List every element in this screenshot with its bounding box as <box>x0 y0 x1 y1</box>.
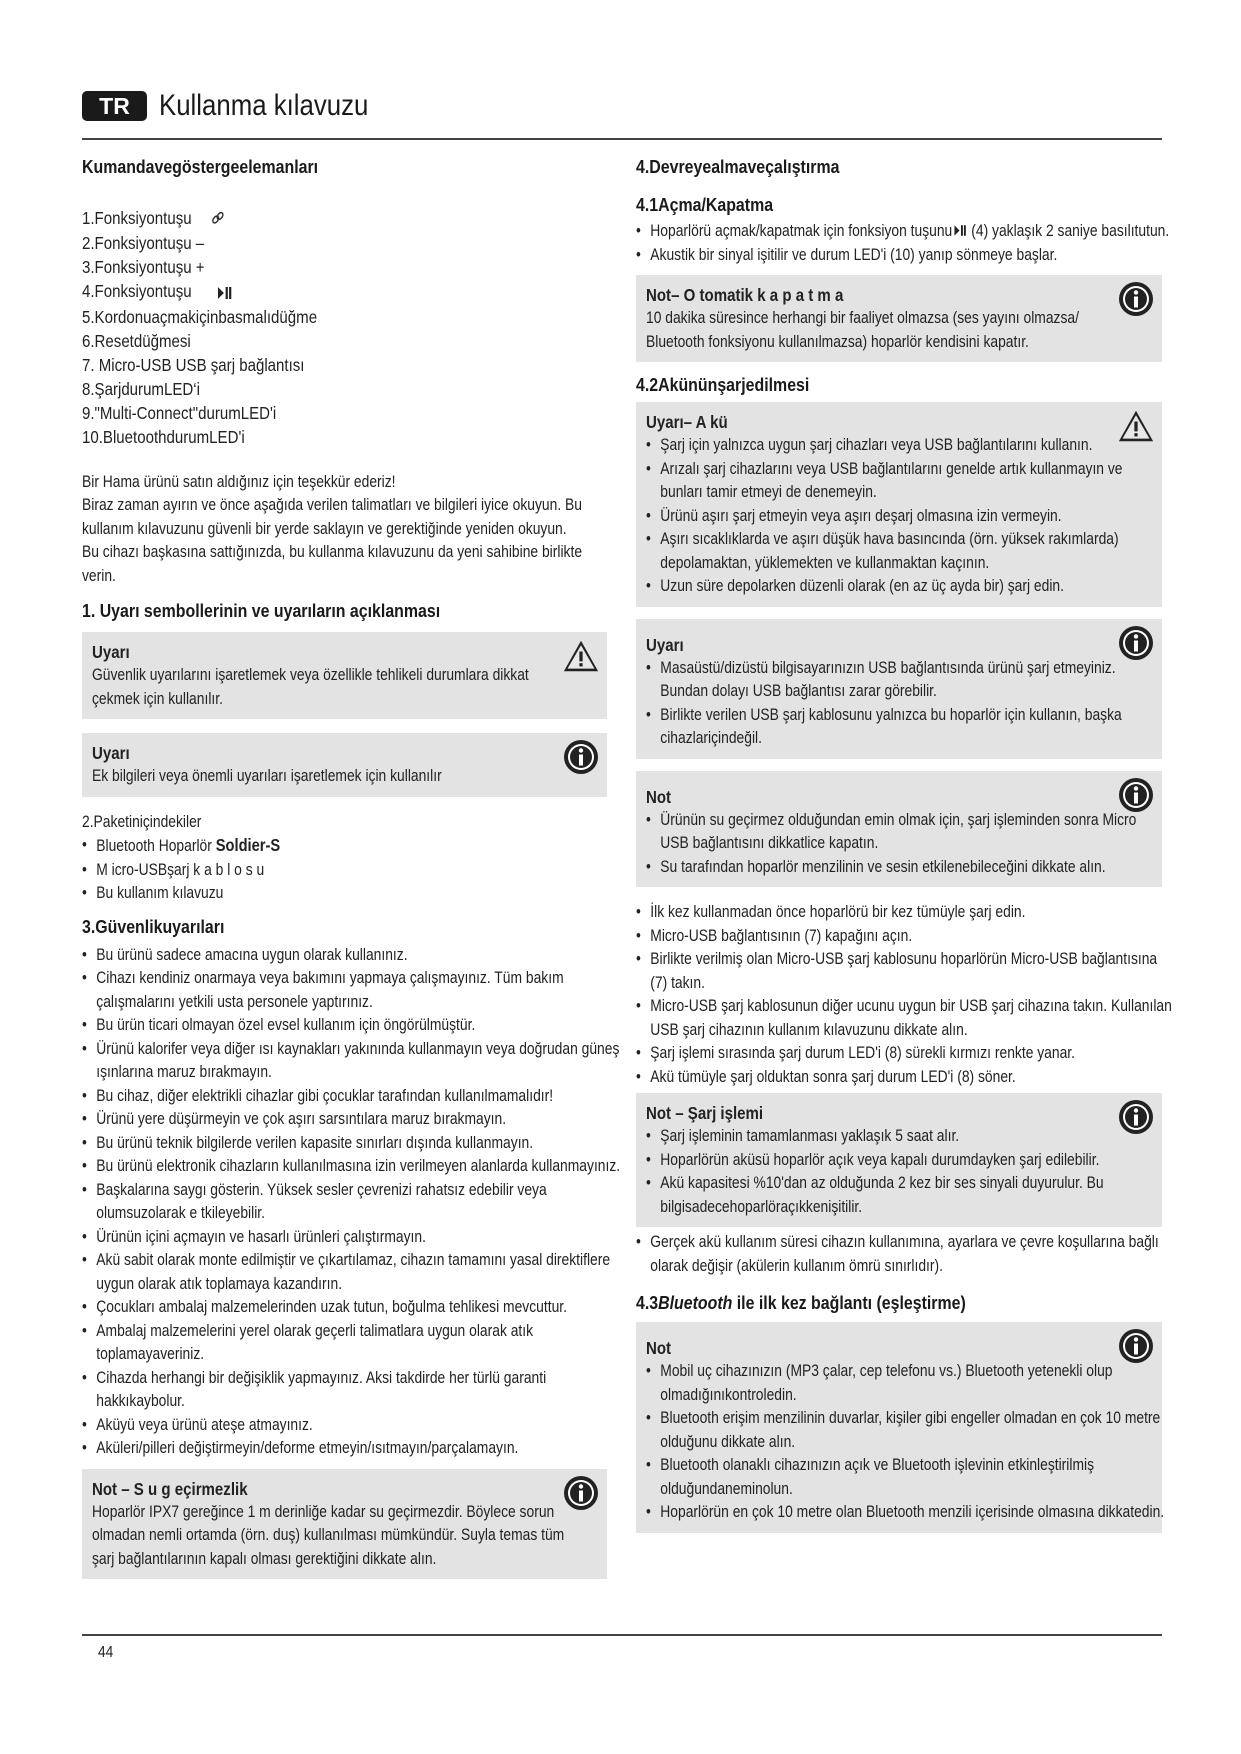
list-item: • Akustik bir sinyal işitilir ve durum LED'i (10) yanıp sönmeye başlar. <box>636 244 1176 268</box>
warning-icon <box>1118 408 1154 444</box>
list-item: • Bluetooth olanaklı cihazınızın açık ve Bluetooth işlevinin etkinleştirilmiş olduğundaneminolun. <box>646 1454 1166 1501</box>
control-item: 2.Fonksiyontuşu – <box>82 233 205 254</box>
battery-life-list <box>636 1231 1162 1278</box>
section-1-title: 1. Uyarı sembollerinin ve uyarıların açıklanması <box>82 600 441 622</box>
list-item: • Aküyü veya ürünü ateşe atmayınız. <box>82 1414 621 1438</box>
bluetooth-note-box: Not • Mobil uç cihazınızın (MP3 çalar, cep telefonu vs.) Bluetooth yetenekli olup olmadığınıkontroledin. • Bluetooth erişim menzilinin duvarlar, kişiler gibi engeller olmadan en çok 10 metre olduğunu dikkate alın. • Bluetooth olanaklı cihazınızın açık ve Bluetooth işlevinin etkinleştirilmiş olduğundaneminolun. • Hoparlörün en çok 10 metre olan Bluetooth menzili içerisinde olmasına dikkatedin. <box>636 1322 1162 1533</box>
list-item: • Akü tümüyle şarj olduktan sonra şarj durum LED'i (8) söner. <box>636 1066 1176 1090</box>
link-icon <box>211 207 225 231</box>
waterproof-charge-note-box: Not • Ürünün su geçirmez olduğundan emin olmak için, şarj işleminden sonra Micro USB bağlantısını dikkatlice kapatın. • Su tarafından hoparlör menzilinin ve sesin etkilenebileceğini dikkate alın. <box>636 771 1162 888</box>
battery-warning-box: Uyarı– A kü • Şarj için yalnızca uygun şarj cihazları veya USB bağlantılarını kullanın. • Arızalı şarj cihazlarını veya USB bağlantılarını genelde artık kullanmayın ve bunları tamir etmeyi de denemeyin. • Ürünü aşırı şarj etmeyin veya aşırı deşarj olmasına izin vermeyin. • Aşırı sıcaklıklarda ve aşırı düşük hava basıncında (örn. yüksek rakımlarda) depolamaktan, yüklemekten ve kullanmaktan kaçının. • Uzun süre depolarken düzenli olarak (en az üç ayda bir) şarj edin. <box>636 402 1162 607</box>
safety-list <box>82 944 621 1461</box>
list-item: • Cihazda herhangi bir değişiklik yapmayınız. Aksi takdirde her türlü garanti hakkıkaybolur. <box>82 1367 621 1414</box>
list-item: • Hoparlörü açmak/kapatmak için fonksiyon tuşunu (4) yaklaşık 2 saniye basılıtutun. <box>636 220 1176 244</box>
list-item: • Mobil uç cihazınızın (MP3 çalar, cep telefonu vs.) Bluetooth yetenekli olup olmadığınıkontroledin. <box>646 1360 1166 1407</box>
list-item: • Ürünü kalorifer veya diğer ısı kaynakları yakınında kullanmayın veya doğrudan güneş ışınlarına maruz bırakmayın. <box>82 1038 621 1085</box>
control-item: 3.Fonksiyontuşu + <box>82 257 205 278</box>
footer-rule <box>82 1634 1162 1636</box>
list-item: • Ürünün içini açmayın ve hasarlı ürünleri çalıştırmayın. <box>82 1226 621 1250</box>
list-item: • Bu cihaz, diğer elektrikli cihazlar gibi çocuklar tarafından kullanılmamalıdır! <box>82 1085 621 1109</box>
list-item: • Aküleri/pilleri değiştirmeyin/deforme etmeyin/ısıtmayın/parçalamayın. <box>82 1437 621 1461</box>
list-item: • Şarj işleminin tamamlanması yaklaşık 5 saat alır. <box>646 1125 1166 1149</box>
control-item: 10.BluetoothdurumLED'i <box>82 426 245 447</box>
controls-list <box>82 206 607 449</box>
list-item: • Aşırı sıcaklıklarda ve aşırı düşük hava basıncında (örn. yüksek rakımlarda) depolamaktan, yüklemekten ve kullanmaktan kaçının. <box>646 528 1166 575</box>
list-item: • Bu ürünü elektronik cihazların kullanılmasına izin verilmeyen alanlarda kullanmayınız. <box>82 1155 621 1179</box>
list-item: • Micro-USB şarj kablosunun diğer ucunu uygun bir USB şarj cihazına takın. Kullanılan USB şarj cihazının kullanım kılavuzunu dikkate alın. <box>636 995 1176 1042</box>
list-item: • M icro-USBşarj k a b l o s u <box>82 859 621 883</box>
list-item: • Gerçek akü kullanım süresi cihazın kullanımına, ayarlara ve çevre koşullarına bağlı olarak değişir (akülerin kullanım ömrü sınırlıdır). <box>636 1231 1176 1278</box>
play-pause-icon <box>954 220 966 244</box>
info-icon <box>563 739 599 775</box>
list-item: • Birlikte verilmiş olan Micro-USB şarj kablosunu hoparlörün Micro-USB bağlantısına (7) takın. <box>636 948 1176 995</box>
right-column <box>636 156 1172 1533</box>
control-item: 8.ŞarjdurumLED‘i <box>82 378 200 399</box>
warning-icon <box>563 638 599 674</box>
list-item: • Bu ürünü teknik bilgilerde verilen kapasite sınırları dışında kullanmayın. <box>82 1132 621 1156</box>
list-item: • Hoparlörün aküsü hoparlör açık veya kapalı durumdayken şarj edilebilir. <box>646 1149 1166 1173</box>
list-item: • Su tarafından hoparlör menzilinin ve sesin etkilenebileceğini dikkate alın. <box>646 856 1166 880</box>
section-4-title: 4.Devreyealmaveçalıştırma <box>636 156 840 177</box>
list-item: • Ürünü yere düşürmeyin ve çok aşırı sarsıntılara maruz bırakmayın. <box>82 1108 621 1132</box>
waterproof-note-box: Not – S u g eçirmezlik Hoparlör IPX7 gereğince 1 m derinliğe kadar su geçirmezdir. Böylece sorun olmadan nemli ortamda (örn. duş) kullanılması mümkündür. Suyla temas tüm şarj bağlantılarının kapalı olması gerektiğini dikkate alın. <box>82 1469 607 1580</box>
list-item: • Micro-USB bağlantısının (7) kapağını açın. <box>636 925 1176 949</box>
info-icon <box>1118 281 1154 317</box>
info-explanation-box: Uyarı Ek bilgileri veya önemli uyarıları işaretlemek için kullanılır <box>82 733 607 797</box>
info-icon <box>1118 777 1154 813</box>
list-item: • Şarj için yalnızca uygun şarj cihazları veya USB bağlantılarını kullanın. <box>646 434 1166 458</box>
control-item: 6.Resetdüğmesi <box>82 330 191 351</box>
control-item: 4.Fonksiyontuşu <box>82 279 606 304</box>
list-item: • Akü sabit olarak monte edilmiştir ve çıkartılamaz, cihazın tamamını yasal direktiflere uygun olarak atık toplamaya kazandırın. <box>82 1249 621 1296</box>
left-column <box>82 156 621 1579</box>
section-3-title: 3.Güvenlikuyarıları <box>82 915 225 937</box>
info-icon <box>1118 1328 1154 1364</box>
list-item: • Bluetooth erişim menzilinin duvarlar, kişiler gibi engeller olmadan en çok 10 metre olduğunu dikkate alın. <box>646 1407 1166 1454</box>
page-number: 44 <box>98 1644 114 1661</box>
package-contents-list <box>82 834 607 906</box>
section-4-1-title: 4.1Açma/Kapatma <box>636 194 774 215</box>
list-item: • Masaüstü/dizüstü bilgisayarınızın USB bağlantısında ürünü şarj etmeyiniz. Bundan dolayı USB bağlantısı zarar görebilir. <box>646 657 1166 704</box>
list-item: • Bu kullanım kılavuzu <box>82 882 621 906</box>
list-item: • Bluetooth Hoparlör Soldier-S <box>82 834 621 859</box>
section-4-2-title: 4.2Akününşarjedilmesi <box>636 374 810 396</box>
info-icon <box>1118 625 1154 661</box>
control-item: 1.Fonksiyontuşu <box>82 206 606 231</box>
list-item: • Şarj işlemi sırasında şarj durum LED'i (8) sürekli kırmızı renkte yanar. <box>636 1042 1176 1066</box>
list-item: • Ürünün su geçirmez olduğundan emin olmak için, şarj işleminden sonra Micro USB bağlantısını dikkatlice kapatın. <box>646 809 1166 856</box>
list-item: • Arızalı şarj cihazlarını veya USB bağlantılarını genelde artık kullanmayın ve bunları tamir etmeyi de denemeyin. <box>646 458 1166 505</box>
control-item: 7. Micro-USB USB şarj bağlantısı <box>82 354 305 375</box>
control-item: 5.Kordonuaçmakiçinbasmalıdüğme <box>82 306 318 327</box>
warning-explanation-box: Uyarı Güvenlik uyarılarını işaretlemek veya özellikle tehlikeli durumlara dikkat çekmek için kullanılır. <box>82 632 607 719</box>
auto-off-note-box: Not– O tomatik k a p a t m a 10 dakika süresince herhangi bir faaliyet olmazsa (ses yayını olmazsa/ Bluetooth fonksiyonu kullanılmazsa) hoparlör kendisini kapatır. <box>636 275 1162 362</box>
header-rule <box>82 138 1162 140</box>
list-item: • Uzun süre depolarken düzenli olarak (en az üç ayda bir) şarj edin. <box>646 575 1166 599</box>
usb-warning-box: Uyarı • Masaüstü/dizüstü bilgisayarınızın USB bağlantısında ürünü şarj etmeyiniz. Bundan dolayı USB bağlantısı zarar görebilir. • Birlikte verilen USB şarj kablosunu yalnızca bu hoparlör için kullanın, başka cihazlariçindeğil. <box>636 619 1162 759</box>
list-item: • Başkalarına saygı gösterin. Yüksek sesler çevrenizi rahatsız edebilir veya olumsuzolarak e tkileyebilir. <box>82 1179 621 1226</box>
list-item: • İlk kez kullanmadan önce hoparlörü bir kez tümüyle şarj edin. <box>636 901 1176 925</box>
play-pause-icon <box>218 281 232 305</box>
page-title: Kullanma kılavuzu <box>159 89 369 122</box>
intro-paragraph: Bir Hama ürünü satın aldığınız için teşekkür ederiz! Biraz zaman ayırın ve önce aşağıda verilen talimatları ve bilgileri iyice okuyun. Bu kullanım kılavuzunu güvenli bir yerde saklayın ve gerektiğinde yeniden okuyun. Bu cihazı başkasına sattığınızda, bu kullanma kılavuzunu da yeni sahibine birlikte verin. <box>82 472 583 585</box>
list-item: • Bu ürünü sadece amacına uygun olarak kullanınız. <box>82 944 621 968</box>
power-list <box>636 220 1170 267</box>
list-item: • Bu ürün ticari olmayan özel evsel kullanım için öngörülmüştür. <box>82 1014 621 1038</box>
list-item: • Çocukları ambalaj malzemelerinden uzak tutun, boğulma tehlikesi mevcuttur. <box>82 1296 621 1320</box>
list-item: • Ürünü aşırı şarj etmeyin veya aşırı deşarj olmasına izin vermeyin. <box>646 505 1166 529</box>
page-header <box>82 89 402 123</box>
list-item: • Birlikte verilen USB şarj kablosunu yalnızca bu hoparlör için kullanın, başka cihazlariçindeğil. <box>646 704 1166 751</box>
list-item: • Hoparlörün en çok 10 metre olan Bluetooth menzili içerisinde olmasına dikkatedin. <box>646 1501 1166 1525</box>
charging-steps-list <box>636 901 1172 1089</box>
charging-note-box: Not – Şarj işlemi • Şarj işleminin tamamlanması yaklaşık 5 saat alır. • Hoparlörün aküsü hoparlör açık veya kapalı durumdayken şarj edilebilir. • Akü kapasitesi %10'dan az olduğunda 2 kez bir ses sinyali duyurulur. Bu bilgisadecehoparlöraçıkkenişitilir. <box>636 1093 1162 1227</box>
info-icon <box>1118 1099 1154 1135</box>
list-item: • Ambalaj malzemelerini yerel olarak geçerli talimatlara uygun olarak atık toplamayaveriniz. <box>82 1320 621 1367</box>
section-2-title: 2.Paketiniçindekiler <box>82 812 202 831</box>
list-item: • Akü kapasitesi %10'dan az olduğunda 2 kez bir ses sinyali duyurulur. Bu bilgisadecehoparlöraçıkkenişitilir. <box>646 1172 1166 1219</box>
info-icon <box>563 1475 599 1511</box>
controls-title: Kumandavegöstergeelemanları <box>82 156 319 177</box>
control-item: 9."Multi-Connect"durumLED'i <box>82 402 277 423</box>
section-4-3-title: 4.3Bluetooth ile ilk kez bağlantı (eşleştirme) <box>636 1292 966 1314</box>
list-item: • Cihazı kendiniz onarmaya veya bakımını yapmaya çalışmayınız. Tüm bakım çalışmalarını yetkili usta personele yaptırınız. <box>82 967 621 1014</box>
language-badge: TR <box>82 91 147 121</box>
